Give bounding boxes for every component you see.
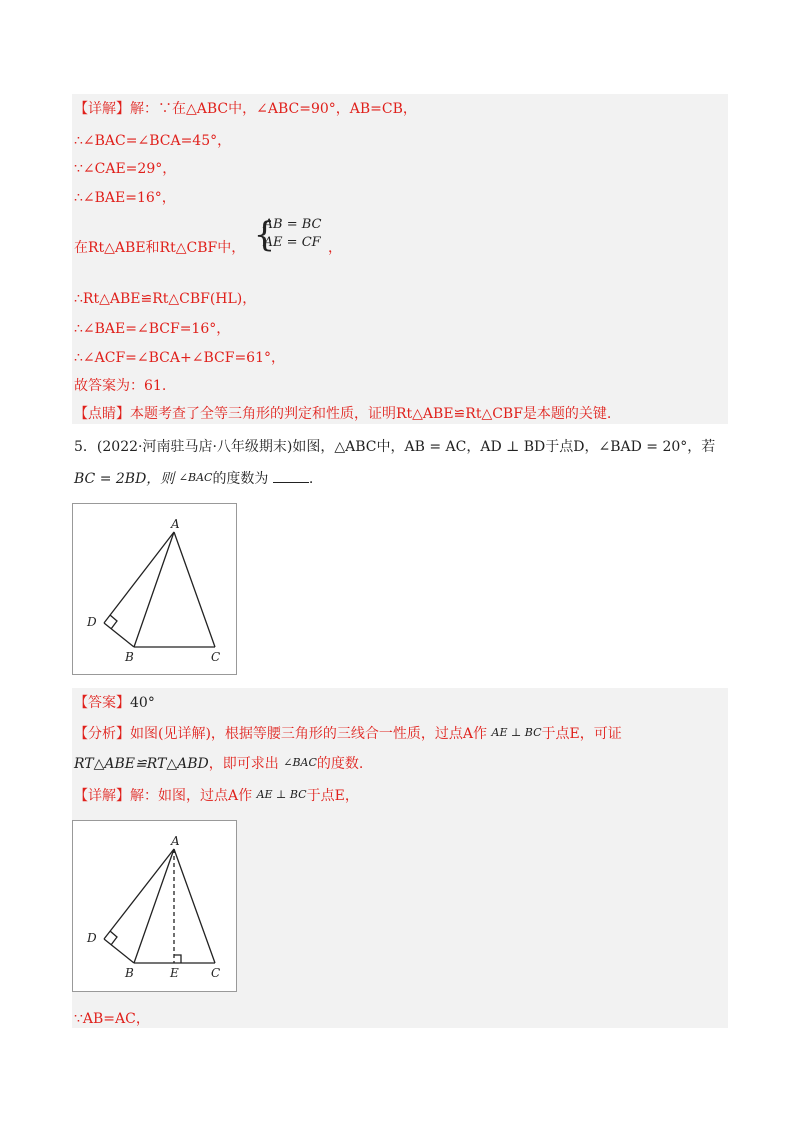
label-a: A xyxy=(171,517,180,531)
detail-line-6: ∴Rt△ABE≌Rt△CBF(HL)， xyxy=(74,291,257,307)
label-d: D xyxy=(87,931,97,945)
label-e: E xyxy=(170,966,179,980)
brace-icon: { xyxy=(253,215,276,255)
detail-line-7: ∴∠BAE=∠BCF=16°， xyxy=(74,321,231,337)
detail-line-3: ∵∠CAE=29°， xyxy=(74,161,177,177)
question-line-2: BC = 2BD，则 ∠BAC的度数为 . xyxy=(74,468,313,488)
figure-2 xyxy=(72,820,237,992)
triangle-figure-2 xyxy=(73,821,236,991)
detail-line-5: 在Rt△ABE和Rt△CBF中， { AB = BC AE = CF ， xyxy=(74,215,342,256)
analysis-line-1: 【分析】如图(见详解)，根据等腰三角形的三线合一性质，过点A作 AE ⊥ BC于点E，可证 xyxy=(74,726,622,742)
detail-line-2-1: 【详解】解：如图，过点A作 AE ⊥ BC于点E， xyxy=(74,788,359,804)
remark-line: 【点睛】本题考查了全等三角形的判定和性质，证明Rt△ABE≌Rt△CBF是本题的关键. xyxy=(74,406,612,422)
answer-blank xyxy=(273,468,309,483)
detail-line-1: 【详解】解：∵在△ABC中，∠ABC=90°，AB=CB， xyxy=(74,101,417,117)
detail-line-8: ∴∠ACF=∠BCA+∠BCF=61°， xyxy=(74,350,285,366)
question-line-1: 5．(2022·河南驻马店·八年级期末)如图，△ABC中，AB = AC，AD ⊥ BD于点D，∠BAD = 20°，若 xyxy=(74,439,716,455)
figure-1 xyxy=(72,503,237,675)
label-d: D xyxy=(87,615,97,629)
label-a: A xyxy=(171,834,180,848)
label-b: B xyxy=(125,966,134,980)
analysis-line-2: RT△ABE≌RT△ABD，即可求出 ∠BAC的度数. xyxy=(74,756,364,772)
answer-line: 【答案】40° xyxy=(74,695,155,711)
label-b: B xyxy=(125,650,134,664)
label-c: C xyxy=(211,650,221,664)
triangle-figure-1 xyxy=(73,504,236,674)
detail-line-2-2: ∵AB=AC， xyxy=(74,1011,150,1027)
detail-line-4: ∴∠BAE=16°， xyxy=(74,190,176,206)
equation-system: { AB = BC AE = CF xyxy=(253,215,322,255)
detail-line-2: ∴∠BAC=∠BCA=45°， xyxy=(74,133,232,149)
label-c: C xyxy=(211,966,221,980)
detail-line-9: 故答案为：61. xyxy=(74,378,167,394)
